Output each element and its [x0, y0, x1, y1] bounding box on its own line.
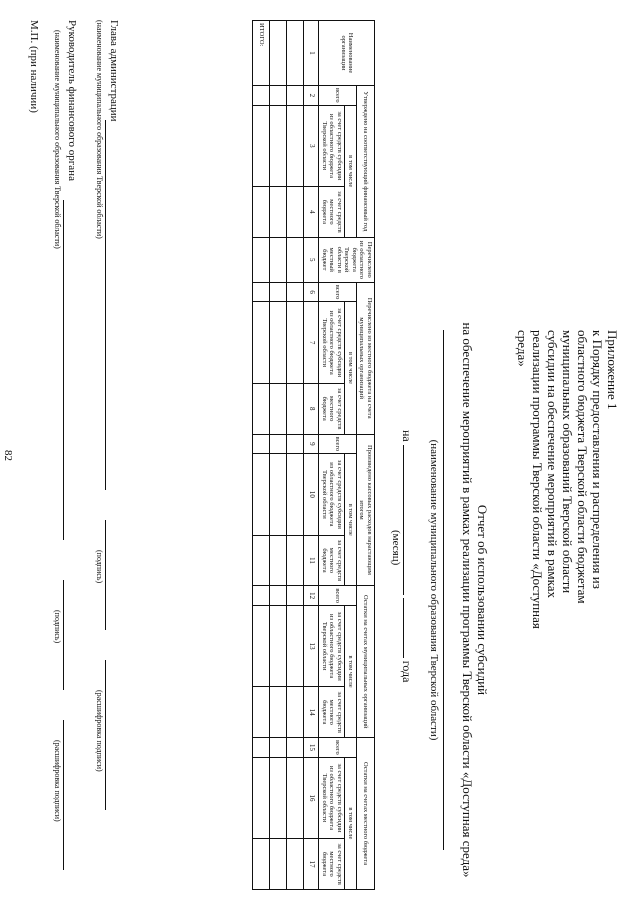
finance-org-line [63, 200, 64, 540]
column-number: 10 [304, 454, 319, 535]
column-number: 1 [304, 21, 319, 86]
appendix-heading [515, 330, 620, 890]
header-sub-local: за счет средств местного бюджета [319, 383, 345, 434]
appendix-line: субсидии на обеспечение мероприятий в рамках [545, 330, 560, 598]
appendix-line: к Порядку предоставления и распределения из [590, 330, 605, 589]
report-title-line1: Отчет об использовании субсидий [475, 504, 490, 696]
head-sign-note: (подпись) [95, 550, 104, 584]
report-title [460, 300, 490, 900]
finance-decode-note: (расшифровка подписи) [53, 740, 62, 822]
column-number: 4 [304, 187, 319, 238]
header-approved: Утверждено на соответствующий финансовый год [357, 86, 375, 238]
header-balance-orgs: Остатки на счетах муниципальных организаций [357, 586, 375, 738]
appendix-line: среда» [515, 330, 530, 367]
year-blank [403, 598, 414, 658]
table-header-row [345, 21, 357, 890]
column-number: 11 [304, 535, 319, 586]
header-including: в том числе [345, 302, 357, 434]
header-sub-regional: за счет средств субсидии из областного бюджета Тверской области [319, 757, 345, 838]
header-total: всего [319, 282, 357, 302]
total-row [253, 21, 270, 890]
column-number: 9 [304, 434, 319, 454]
column-number: 17 [304, 839, 319, 890]
column-number: 8 [304, 383, 319, 434]
header-including: в том числе [345, 454, 357, 586]
header-total: всего [319, 738, 357, 758]
header-transferred-regional: Перечислено из областного бюджета Тверской области в местный бюджет [319, 237, 375, 282]
column-number: 15 [304, 738, 319, 758]
column-number: 6 [304, 282, 319, 302]
header-sub-local: за счет средств местного бюджета [319, 839, 345, 890]
header-including: в том числе [345, 757, 357, 889]
finance-decode-line [63, 720, 64, 870]
finance-sign-line [63, 580, 64, 690]
appendix-line: областного бюджета Тверской области бюджетам [575, 330, 590, 604]
header-sub-local: за счет средств местного бюджета [319, 187, 345, 238]
appendix-line: реализации программы Тверской области «Доступная [530, 330, 545, 629]
appendix-line: муниципальных образований Тверской области [560, 330, 575, 594]
header-total: всего [319, 434, 357, 454]
head-decode-note: (расшифровка подписи) [95, 690, 104, 772]
finance-sign-note: (подпись) [53, 610, 62, 644]
period-row [399, 430, 414, 870]
report-title-line2: на обеспечение мероприятий в рамках реализации программы Тверской области «Доступная среда» [460, 322, 475, 878]
column-number-row [304, 21, 319, 890]
column-number: 2 [304, 86, 319, 106]
header-org: Наименование организации [319, 21, 375, 86]
page-number: 82 [2, 450, 14, 461]
column-number: 7 [304, 302, 319, 383]
header-including: в том числе [345, 605, 357, 737]
head-note: (наименование муниципального образования Тверской области) [95, 20, 104, 239]
header-sub-regional: за счет средств субсидии из областного бюджета Тверской области [319, 105, 345, 186]
report-table [253, 20, 376, 890]
head-org-line [105, 120, 106, 490]
table-row [270, 21, 287, 890]
finance-note: (наименование муниципального образования Тверской области) [53, 30, 62, 249]
column-number: 3 [304, 105, 319, 186]
column-number: 5 [304, 237, 319, 282]
header-balance-budget: Остатки на счетах местного бюджета [357, 738, 375, 890]
finance-title: Руководитель финансового органа [66, 20, 78, 181]
head-title: Глава администрации [108, 20, 120, 122]
header-sub-local: за счет средств местного бюджета [319, 687, 345, 738]
month-blank [403, 445, 414, 595]
period-suffix: года [400, 660, 414, 683]
column-number: 14 [304, 687, 319, 738]
period-prefix: на [400, 430, 414, 442]
column-number: 12 [304, 586, 319, 606]
header-total: всего [319, 586, 357, 606]
table-header-row [357, 21, 375, 890]
column-number: 13 [304, 605, 319, 686]
head-decode-line [105, 660, 106, 810]
header-sub-regional: за счет средств субсидии из областного бюджета Тверской области [319, 302, 345, 383]
municipality-caption: (наименование муниципального образования Тверской области) [428, 439, 440, 741]
header-cash-expenses: Произведено кассовых расходов нарастающим итогом [357, 434, 375, 586]
appendix-line: Приложение 1 [605, 330, 620, 410]
table-header-row [319, 21, 345, 890]
municipality-line [443, 330, 444, 850]
header-sub-regional: за счет средств субсидии из областного бюджета Тверской области [319, 605, 345, 686]
header-sub-local: за счет средств местного бюджета [319, 535, 345, 586]
head-sign-line [105, 520, 106, 630]
total-row-label: ИТОГО: [253, 21, 270, 86]
header-total: всего [319, 86, 357, 106]
table-row [287, 21, 304, 890]
header-including: в том числе [345, 105, 357, 237]
column-number: 16 [304, 757, 319, 838]
month-caption: (месяц) [390, 530, 402, 566]
stamp-note: М.П. (при наличии) [28, 20, 40, 113]
header-transferred-local: Перечислено из местного бюджета на счета муниципальных организаций [357, 282, 375, 434]
header-sub-regional: за счет средств субсидии из областного бюджета Тверской области [319, 454, 345, 535]
